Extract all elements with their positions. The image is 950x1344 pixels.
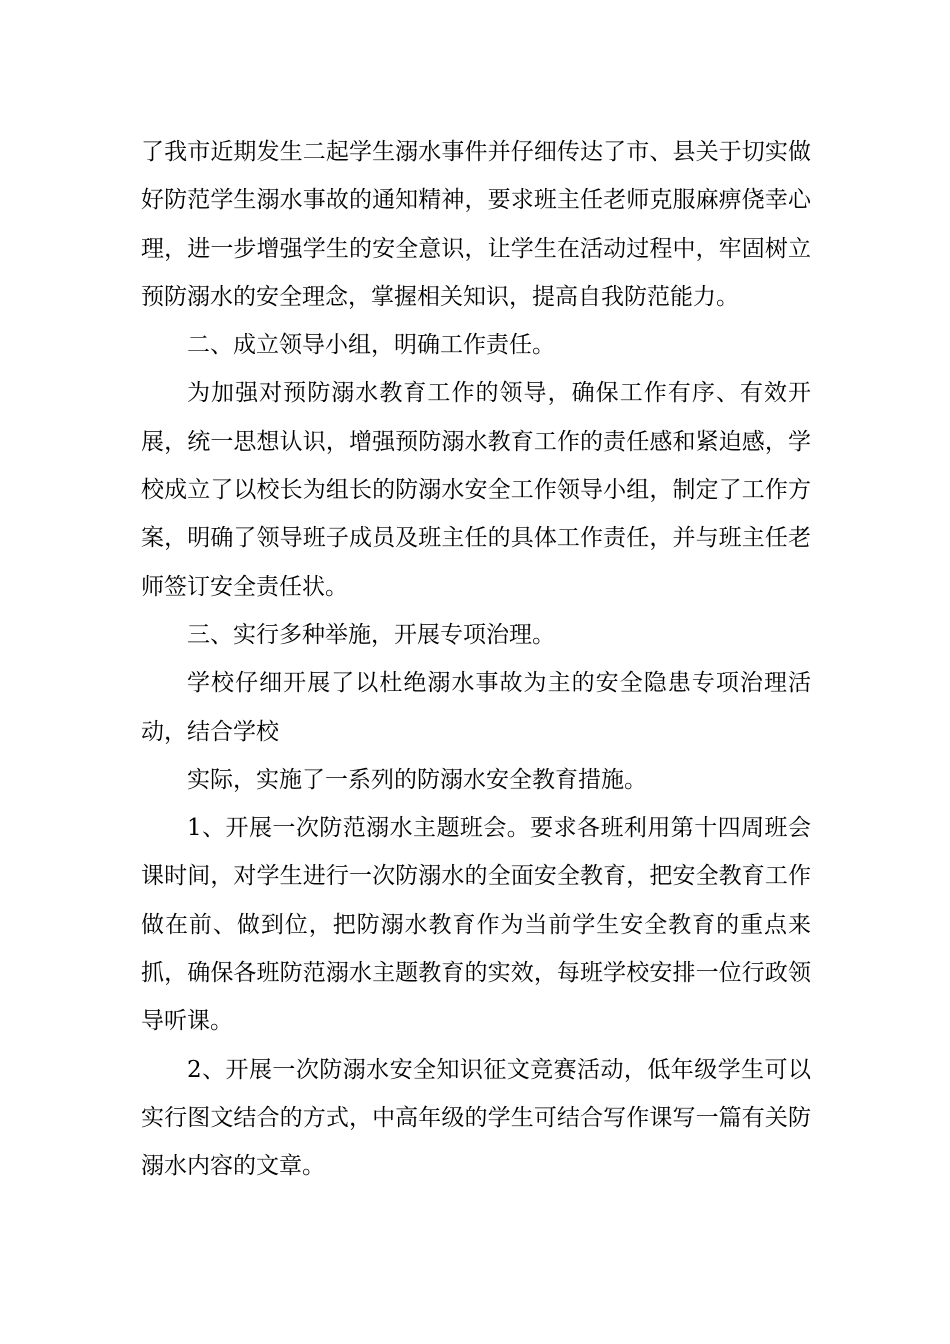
list-item-2: 2、开展一次防溺水安全知识征文竞赛活动，低年级学生可以实行图文结合的方式，中高年级的学生可结合写作课写一篇有关防溺水内容的文章。 <box>141 1056 811 1180</box>
document-body <box>141 128 811 1191</box>
paragraph-leadership: 为加强对预防溺水教育工作的领导，确保工作有序、有效开展，统一思想认识，增强预防溺水教育工作的责任感和紧迫感，学校成立了以校长为组长的防溺水安全工作领导小组，制定了工作方案，明确了领导班子成员及班主任的具体工作责任，并与班主任老师签订安全责任状。 <box>141 380 811 600</box>
section-heading-3: 三、实行多种举施，开展专项治理。 <box>187 621 555 648</box>
paragraph-continuation: 了我市近期发生二起学生溺水事件并仔细传达了市、县关于切实做好防范学生溺水事故的通知精神，要求班主任老师克服麻痹侥幸心理，进一步增强学生的安全意识，让学生在活动过程中，牢固树立预防溺水的安全理念，掌握相关知识，提高自我防范能力。 <box>141 139 811 310</box>
list-item-1: 1、开展一次防范溺水主题班会。要求各班利用第十四周班会课时间，对学生进行一次防溺水的全面安全教育，把安全教育工作做在前、做到位，把防溺水教育作为当前学生安全教育的重点来抓，确保各班防范溺水主题教育的实效，每班学校安排一位行政领导听课。 <box>141 815 811 1035</box>
paragraph-special-governance: 学校仔细开展了以杜绝溺水事故为主的安全隐患专项治理活动，结合学校 <box>141 670 811 745</box>
section-heading-2: 二、成立领导小组，明确工作责任。 <box>187 332 555 359</box>
paragraph-measures-intro: 实际，实施了一系列的防溺水安全教育措施。 <box>187 766 647 793</box>
